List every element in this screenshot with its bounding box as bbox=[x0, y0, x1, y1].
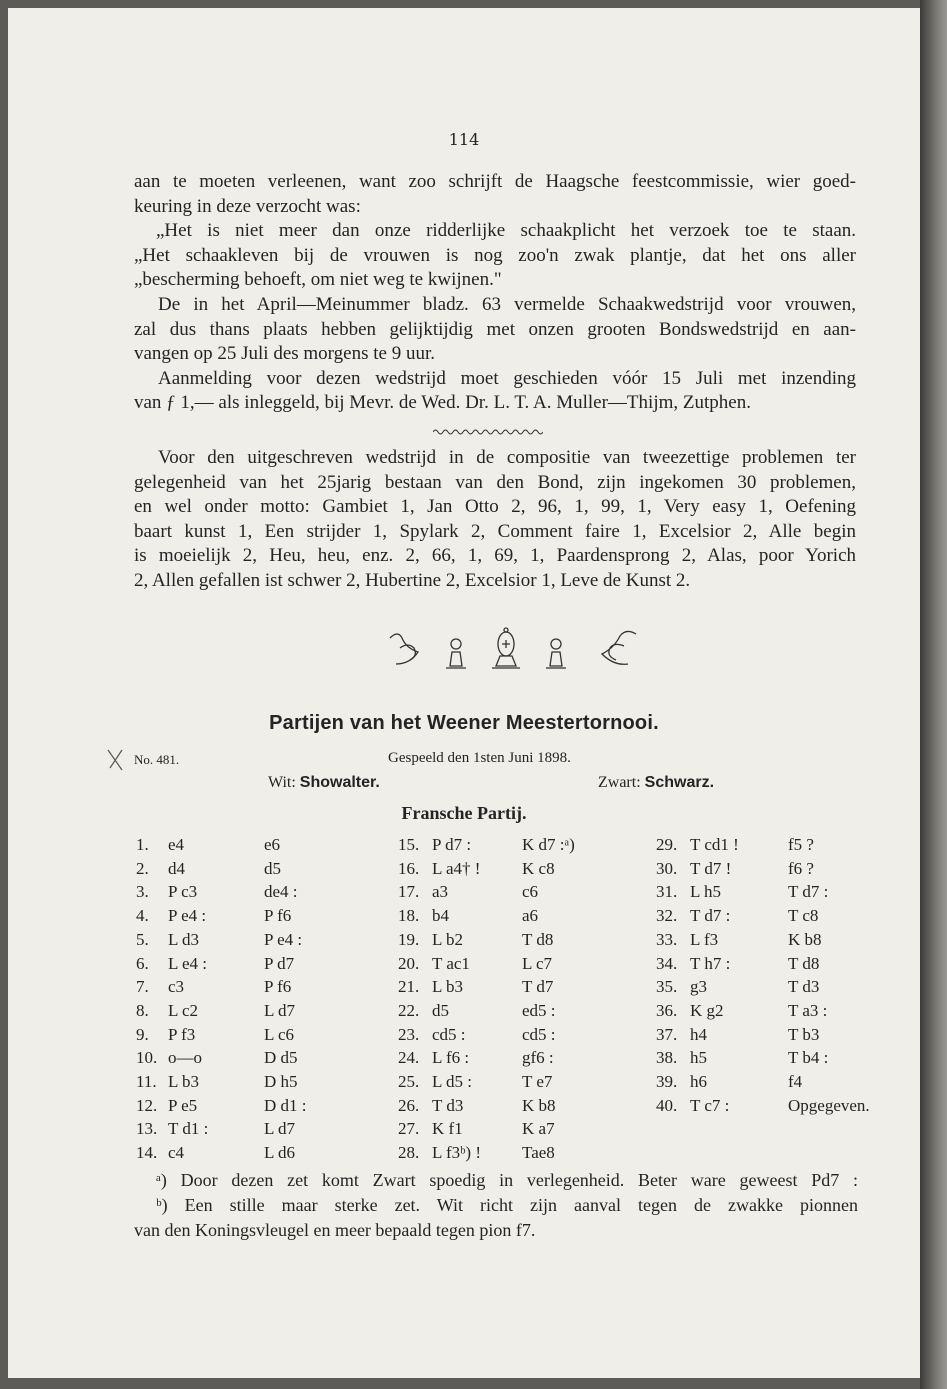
move-number: 13. bbox=[136, 1119, 158, 1139]
white-move: P f3 bbox=[168, 1024, 196, 1044]
move-number: 2. bbox=[136, 858, 149, 878]
move-number: 6. bbox=[136, 953, 149, 973]
move-number: 3. bbox=[136, 882, 149, 902]
opening-name: Fransche Partij. bbox=[401, 803, 527, 823]
move-number: 28. bbox=[398, 1143, 420, 1163]
white-move: h5 bbox=[690, 1048, 707, 1068]
book-page bbox=[8, 8, 920, 1378]
white-move: L d3 bbox=[168, 929, 200, 949]
black-move: D h5 bbox=[264, 1072, 298, 1091]
white-move: T ac1 bbox=[432, 953, 470, 973]
text-line: gelegenheid van het 25jarig bestaan van den Bond, zijn ingekomen 30 problemen, bbox=[134, 471, 856, 493]
black-move: e6 bbox=[264, 835, 281, 854]
black-move: Opgegeven. bbox=[788, 1095, 870, 1115]
black-label: Zwart: bbox=[598, 774, 641, 791]
black-move: K b8 bbox=[788, 929, 822, 949]
move-number: 30. bbox=[656, 858, 678, 878]
move-number: 36. bbox=[656, 1000, 678, 1020]
footnote-b-continued: van den Koningsvleugel en meer bepaald tegen pion f7. bbox=[134, 1220, 536, 1240]
move-number: 29. bbox=[656, 835, 678, 854]
white-move: b4 bbox=[432, 906, 449, 926]
white-move: L b3 bbox=[168, 1072, 200, 1091]
intro-paragraph bbox=[134, 170, 856, 416]
black-move: T d7 bbox=[522, 977, 554, 997]
white-move: P e5 bbox=[168, 1095, 198, 1115]
move-number: 22. bbox=[398, 1000, 420, 1020]
move-number: 34. bbox=[656, 953, 678, 973]
white-move: T d7 ! bbox=[690, 858, 732, 878]
move-number: 9. bbox=[136, 1024, 149, 1044]
black-move: a6 bbox=[522, 906, 539, 926]
white-player: Showalter. bbox=[299, 774, 380, 791]
black-move: T b4 : bbox=[788, 1048, 829, 1068]
move-number: 24. bbox=[398, 1048, 420, 1068]
move-number: 15. bbox=[398, 835, 420, 854]
game-number: No. 481. bbox=[134, 752, 180, 767]
chess-pieces-ornament bbox=[388, 624, 638, 674]
white-move: g3 bbox=[690, 977, 707, 997]
black-move: K b8 bbox=[522, 1095, 556, 1115]
black-move: L d7 bbox=[264, 1119, 296, 1139]
move-number: 37. bbox=[656, 1024, 678, 1044]
move-number: 18. bbox=[398, 906, 420, 926]
black-move: P f6 bbox=[264, 977, 292, 997]
move-number: 33. bbox=[656, 929, 678, 949]
move-number: 40. bbox=[656, 1095, 678, 1115]
move-number: 10. bbox=[136, 1048, 158, 1068]
black-move: T b3 bbox=[788, 1024, 820, 1044]
black-move: T d8 bbox=[522, 929, 554, 949]
footnote-b: ᵇ) Een stille maar sterke zet. Wit richt zijn aanval tegen de zwakke pionnen bbox=[156, 1195, 858, 1215]
footnotes bbox=[134, 1168, 858, 1243]
black-move: P d7 bbox=[264, 953, 295, 973]
white-move: T d1 : bbox=[168, 1119, 209, 1139]
quote-line: „bescherming behoeft, om niet weg te kwijnen." bbox=[134, 269, 502, 291]
text-line: aan te moeten verleenen, want zoo schrijft de Haagsche feestcommissie, wier goed- bbox=[134, 171, 856, 192]
black-move: f5 ? bbox=[788, 835, 814, 854]
text-line: keuring in deze verzocht was: bbox=[134, 195, 361, 217]
black-move: D d1 : bbox=[264, 1095, 307, 1115]
move-number: 26. bbox=[398, 1095, 420, 1115]
move-number: 7. bbox=[136, 977, 149, 997]
black-move: cd5 : bbox=[522, 1024, 556, 1044]
white-move: K g2 bbox=[690, 1000, 724, 1020]
white-move: T c7 : bbox=[690, 1095, 730, 1115]
black-move: T d8 bbox=[788, 953, 820, 973]
section-title: Partijen van het Weener Meestertornooi. bbox=[269, 712, 659, 734]
white-move: c3 bbox=[168, 977, 185, 997]
white-move: L h5 bbox=[690, 882, 722, 902]
white-move: L a4† ! bbox=[432, 858, 481, 878]
black-move: L d6 bbox=[264, 1143, 296, 1163]
black-move: K c8 bbox=[522, 858, 555, 878]
text-line: van ƒ 1,— als inleggeld, bij Mevr. de Wed. Dr. L. T. A. Muller—Thijm, Zutphen. bbox=[134, 392, 751, 414]
black-player-line bbox=[598, 774, 714, 792]
white-label: Wit: bbox=[268, 774, 296, 791]
move-number: 21. bbox=[398, 977, 420, 997]
move-number: 23. bbox=[398, 1024, 420, 1044]
move-number: 16. bbox=[398, 858, 420, 878]
black-move: T a3 : bbox=[788, 1000, 828, 1020]
book-spine-edge bbox=[920, 0, 947, 1389]
white-move: L c2 bbox=[168, 1000, 199, 1020]
black-move: c6 bbox=[522, 882, 539, 902]
black-move: D d5 bbox=[264, 1048, 298, 1068]
white-move: T cd1 ! bbox=[690, 835, 739, 854]
black-move: P f6 bbox=[264, 906, 292, 926]
right-scroll-icon bbox=[602, 631, 636, 664]
white-move: L e4 : bbox=[168, 953, 208, 973]
move-number: 25. bbox=[398, 1072, 420, 1091]
footnote-a: ᵃ) Door dezen zet komt Zwart spoedig in verlegenheid. Beter ware geweest Pd7 : bbox=[156, 1170, 858, 1190]
black-move: L d7 bbox=[264, 1000, 296, 1020]
black-move: f6 ? bbox=[788, 858, 814, 878]
black-move: gf6 : bbox=[522, 1048, 554, 1068]
white-move: P d7 : bbox=[432, 835, 472, 854]
move-number: 1. bbox=[136, 835, 149, 854]
bishop-icon bbox=[492, 628, 520, 668]
black-move: T d7 : bbox=[788, 882, 829, 902]
white-move: L d5 : bbox=[432, 1072, 472, 1091]
text-line: Aanmelding voor dezen wedstrijd moet geschieden vóór 15 Juli met inzending bbox=[158, 367, 856, 389]
black-move: f4 bbox=[788, 1072, 803, 1091]
page-number: 114 bbox=[448, 130, 480, 149]
white-move: a3 bbox=[432, 882, 449, 902]
pawn-icon bbox=[546, 639, 566, 668]
white-move: o—o bbox=[168, 1048, 202, 1068]
black-player: Schwarz. bbox=[644, 774, 715, 791]
black-move: L c6 bbox=[264, 1024, 295, 1044]
white-player-line bbox=[268, 774, 380, 792]
move-number: 20. bbox=[398, 953, 420, 973]
black-move: T c8 bbox=[788, 906, 819, 926]
problem-contest-paragraph bbox=[134, 446, 856, 594]
move-number: 11. bbox=[136, 1072, 157, 1091]
text-line: De in het April—Meinummer bladz. 63 vermelde Schaakwedstrijd voor vrouwen, bbox=[158, 293, 856, 315]
black-move: P e4 : bbox=[264, 929, 303, 949]
white-move: T h7 : bbox=[690, 953, 731, 973]
white-move: d5 bbox=[432, 1000, 449, 1020]
quote-line: „Het schaakleven bij de vrouwen is nog zoo'n zwak plantje, dat het ons aller bbox=[134, 244, 856, 266]
move-number: 14. bbox=[136, 1143, 158, 1163]
pawn-icon bbox=[446, 639, 466, 668]
black-move: de4 : bbox=[264, 882, 298, 902]
black-move: ed5 : bbox=[522, 1000, 556, 1020]
black-move: T e7 bbox=[522, 1072, 553, 1091]
text-line: baart kunst 1, Een strijder 1, Spylark 2, Comment faire 1, Excelsior 2, Alle begin bbox=[134, 520, 856, 542]
white-move: P c3 bbox=[168, 882, 198, 902]
move-number: 39. bbox=[656, 1072, 678, 1091]
white-move: T d3 bbox=[432, 1095, 464, 1115]
text-line: 2, Allen gefallen ist schwer 2, Hubertine 2, Excelsior 1, Leve de Kunst 2. bbox=[134, 569, 691, 591]
black-move: d5 bbox=[264, 858, 281, 878]
white-move: T d7 : bbox=[690, 906, 731, 926]
white-move: L f3 bbox=[690, 929, 719, 949]
white-move: L b2 bbox=[432, 929, 464, 949]
white-move: K f1 bbox=[432, 1119, 463, 1139]
move-number: 38. bbox=[656, 1048, 678, 1068]
black-move: Tae8 bbox=[522, 1143, 555, 1163]
text-line: zal dus thans plaats hebben gelijktijdig met onzen grooten Bondswedstrijd en aan- bbox=[134, 318, 856, 340]
white-move: L f3ᵇ) ! bbox=[432, 1143, 481, 1163]
move-number: 35. bbox=[656, 977, 678, 997]
text-line: Voor den uitgeschreven wedstrijd in de compositie van tweezettige problemen ter bbox=[158, 447, 856, 468]
game-date: Gespeeld den 1sten Juni 1898. bbox=[388, 750, 571, 766]
move-number: 27. bbox=[398, 1119, 420, 1139]
move-number: 17. bbox=[398, 882, 420, 902]
white-move: d4 bbox=[168, 858, 185, 878]
black-move: L c7 bbox=[522, 953, 553, 973]
white-move: h6 bbox=[690, 1072, 707, 1091]
white-move: P e4 : bbox=[168, 906, 207, 926]
quote-line: „Het is niet meer dan onze ridderlijke schaakplicht het verzoek toe te staan. bbox=[156, 220, 856, 242]
white-move: c4 bbox=[168, 1143, 185, 1163]
white-move: cd5 : bbox=[432, 1024, 466, 1044]
white-move: L b3 bbox=[432, 977, 464, 997]
white-move: e4 bbox=[168, 835, 185, 854]
text-line: vangen op 25 Juli des morgens te 9 uur. bbox=[134, 343, 435, 365]
wavy-rule bbox=[433, 428, 543, 436]
text-line: en wel onder motto: Gambiet 1, Jan Otto 2, 96, 1, 99, 1, Very easy 1, Oefening bbox=[134, 496, 856, 518]
black-move: K d7 :ᵃ) bbox=[522, 835, 575, 854]
move-number: 8. bbox=[136, 1000, 149, 1020]
move-number: 4. bbox=[136, 906, 149, 926]
text-line: is moeielijk 2, Heu, heu, enz. 2, 66, 1, 69, 1, Paardensprong 2, Alas, poor Yorich bbox=[134, 545, 856, 567]
white-move: L f6 : bbox=[432, 1048, 470, 1068]
black-move: K a7 bbox=[522, 1119, 555, 1139]
black-move: T d3 bbox=[788, 977, 820, 997]
move-number: 32. bbox=[656, 906, 678, 926]
move-number: 19. bbox=[398, 929, 420, 949]
white-move: h4 bbox=[690, 1024, 707, 1044]
pencil-cross-mark-icon bbox=[104, 746, 126, 774]
move-number: 31. bbox=[656, 882, 678, 902]
move-number: 5. bbox=[136, 929, 149, 949]
move-number: 12. bbox=[136, 1095, 158, 1115]
